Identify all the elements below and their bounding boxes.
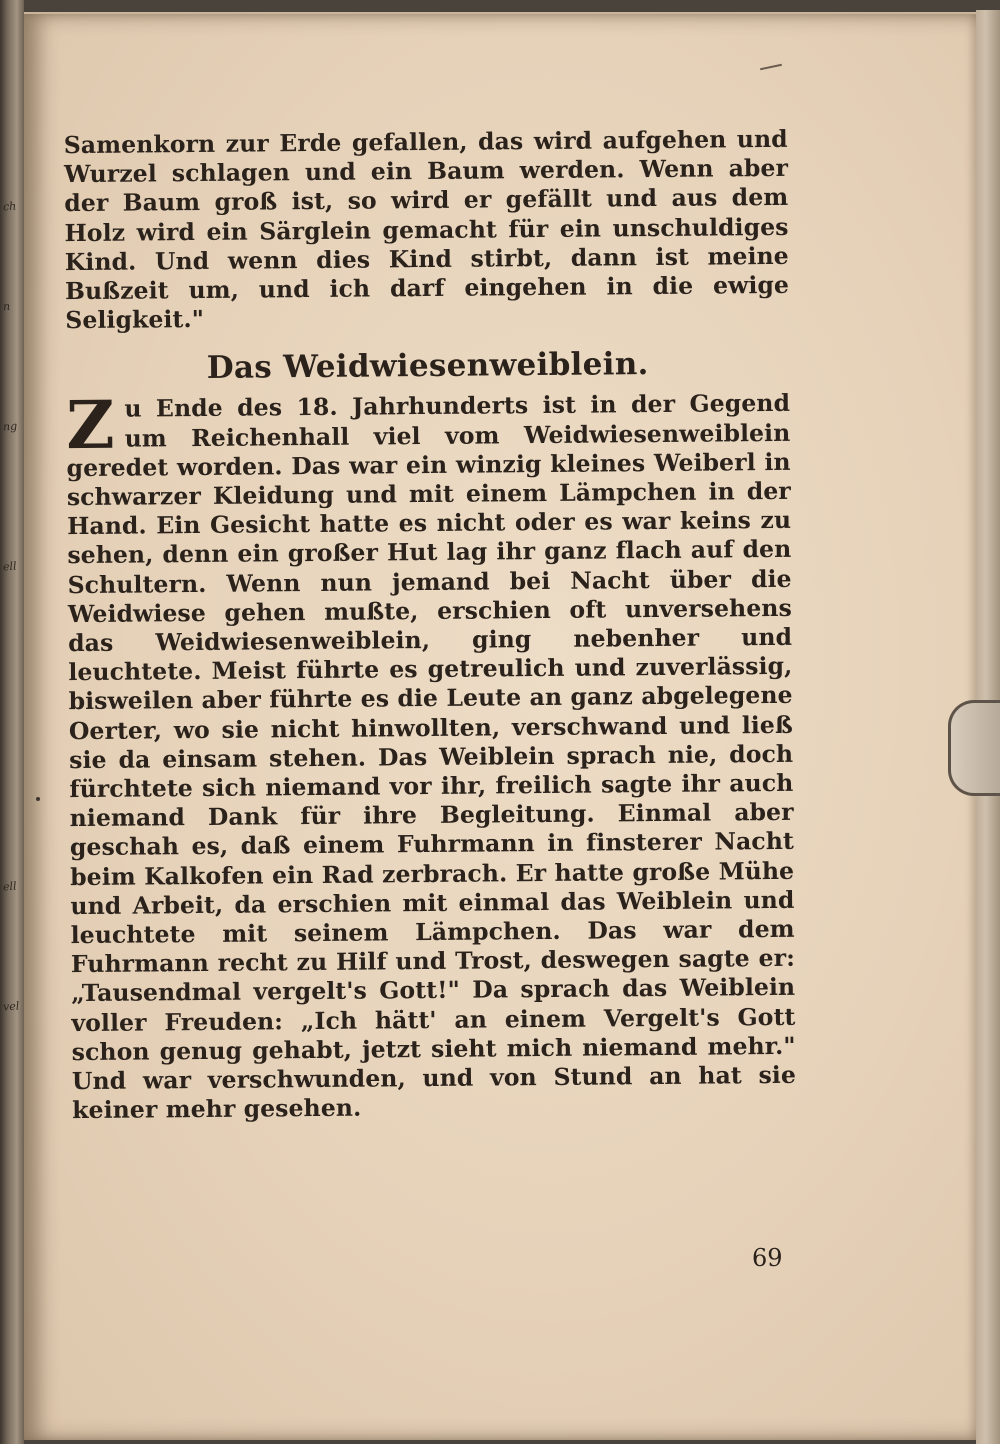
bleed-glyph: ng [2, 419, 18, 434]
page-clip [948, 700, 1000, 796]
main-paragraph [65, 386, 797, 1125]
page-text [64, 125, 797, 1126]
bleed-glyph: ell [2, 559, 17, 574]
story-title: Das Weidwiesenweiblein. [206, 346, 649, 387]
drop-cap: Z [65, 386, 115, 465]
bleed-glyph: ch [2, 199, 17, 214]
ink-dot [36, 797, 40, 801]
intro-paragraph: Samenkorn zur Erde gefallen, das wird aufgehen und Wurzel schlagen und ein Baum werden. Wenn aber der Baum groß ist, so wird er gefällt und aus dem Holz wird ein Särglein gemacht für ein unschuldiges Kind. Und wenn dies Kind stirbt, dann ist meine Bußzeit um, und ich darf eingehen in die ewige Seligkeit." [63, 124, 790, 335]
bleed-glyph: vel [2, 999, 20, 1014]
page-number: 69 [752, 1244, 783, 1272]
bleed-glyph: ell [2, 879, 17, 894]
main-paragraph-text: u Ende des 18. Jahrhunderts ist in der Gegend um Reichenhall viel vom Weidwiesenweiblein geredet worden. Das war ein winzig kleines Weiberl in schwarzer Kleidung und mit einem Lämpchen in der Hand. Ein Gesicht hatte es nicht oder es war keins zu sehen, denn ein großer Hut lag ihr ganz flach auf den Schultern. Wenn nun jemand bei Nacht über die Weidwiese gehen mußte, erschien oft unversehens das Weidwiesenweiblein, ging nebenher und leuchtete. Meist führte es getreulich und zuverlässig, bisweilen aber führte es die Leute an ganz abgelegene Oerter, wo sie nicht hinwollten, verschwand und ließ sie da einsam stehen. Das Weiblein sprach nie, doch fürchtete sich niemand vor ihr, freilich sagte ihr auch niemand Dank für ihre Begleitung. Einmal aber geschah es, daß einem Fuhrmann in finsterer Nacht beim Kalkofen ein Rad zerbrach. Er hatte große Mühe und Arbeit, da erschien mit einmal das Weiblein und leuchtete mit seinem Lämpchen. Das war dem Fuhrmann recht zu Hilf und Trost, deswegen sagte er: „Tausendmal vergelt's Gott!" Da sprach das Weiblein voller Freuden: „Ich hätt' an einem Vergelt's Gott schon genug gehabt, jetzt sieht mich niemand mehr." Und war verschwunden, und von Stund an hat sie keiner mehr gesehen. [66, 389, 797, 1125]
left-page-edge [0, 0, 24, 1444]
bleed-glyph: n [2, 299, 11, 314]
